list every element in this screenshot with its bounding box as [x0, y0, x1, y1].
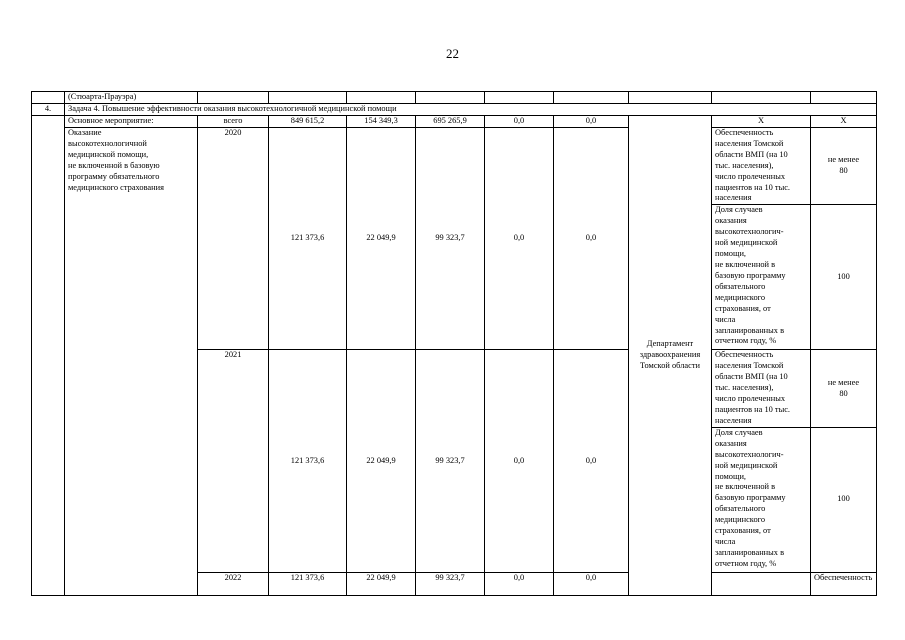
local-total: 0,0	[485, 116, 554, 128]
sum-2020: 121 373,6	[269, 127, 347, 349]
year-2022: 2022	[198, 572, 269, 595]
table-row	[32, 92, 877, 104]
year-2020: 2020	[198, 127, 269, 349]
federal-2020: 22 049,9	[347, 127, 416, 349]
task-row	[32, 104, 877, 116]
table-row-total	[32, 116, 877, 128]
prev-row-text: (Стюарта-Прауэра)	[65, 92, 198, 104]
program-table	[31, 91, 877, 596]
indicator-share-value-2021: 100	[811, 427, 877, 572]
local-2022: 0,0	[485, 572, 554, 595]
extra-2021: 0,0	[554, 350, 629, 572]
main-event-description: Оказание высокотехнологичной медицинской помощи, не включенной в базовую программу обязательного медицинского страхования	[65, 127, 198, 595]
indicator-vmp-2021: Обеспеченность населения Томской области ВМП (на 10 тыс. населения), число пролеченных пациентов на 10 тыс. населения	[712, 350, 811, 427]
indicator-share-value-2020: 100	[811, 205, 877, 350]
task-number: 4.	[32, 104, 65, 116]
regional-2022: 99 323,7	[416, 572, 485, 595]
federal-total: 154 349,3	[347, 116, 416, 128]
local-2021: 0,0	[485, 350, 554, 572]
indicator-vmp-value-2021: не менее 80	[811, 350, 877, 427]
local-2020: 0,0	[485, 127, 554, 349]
sum-2022: 121 373,6	[269, 572, 347, 595]
federal-2022: 22 049,9	[347, 572, 416, 595]
responsible-executor: Департамент здравоохранения Томской области	[629, 116, 712, 596]
main-event-label: Основное мероприятие:	[65, 116, 198, 128]
regional-2021: 99 323,7	[416, 350, 485, 572]
page-number: 22	[446, 46, 459, 61]
period-total: всего	[198, 116, 269, 128]
indicator-share-2020: Доля случаев оказания высокотехнологич- ной медицинской помощи, не включенной в базовую программу обязательного медицинского страхования, от числа запланированных в отчетном году, %	[712, 205, 811, 350]
sum-total: 849 615,2	[269, 116, 347, 128]
sum-2021: 121 373,6	[269, 350, 347, 572]
extra-2022: 0,0	[554, 572, 629, 595]
year-2021: 2021	[198, 350, 269, 572]
indicator-vmp-value-2020: не менее 80	[811, 127, 877, 204]
indicator-name-total: Х	[712, 116, 811, 128]
regional-total: 695 265,9	[416, 116, 485, 128]
extra-2020: 0,0	[554, 127, 629, 349]
indicator-vmp-2020: Обеспеченность населения Томской области ВМП (на 10 тыс. населения), число пролеченных пациентов на 10 тыс. населения	[712, 127, 811, 204]
indicator-share-2021: Доля случаев оказания высокотехнологич- ной медицинской помощи, не включенной в базовую программу обязательного медицинского страхования, от числа запланированных в отчетном году, %	[712, 427, 811, 572]
federal-2021: 22 049,9	[347, 350, 416, 572]
task-title: Задача 4. Повышение эффективности оказания высокотехнологичной медицинской помощи	[65, 104, 877, 116]
indicator-vmp-2022: Обеспеченность	[811, 572, 877, 595]
regional-2020: 99 323,7	[416, 127, 485, 349]
table-row	[32, 127, 877, 204]
indicator-value-total: Х	[811, 116, 877, 128]
extra-total: 0,0	[554, 116, 629, 128]
